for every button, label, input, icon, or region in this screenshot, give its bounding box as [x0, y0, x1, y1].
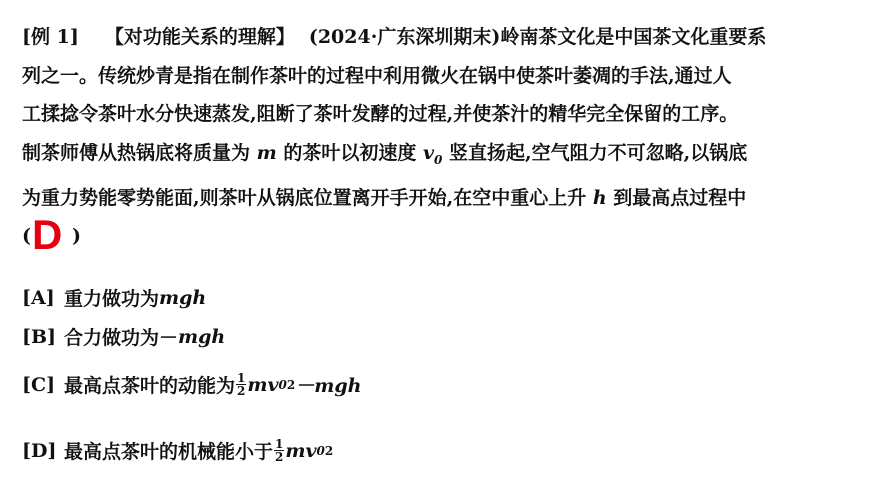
topic-heading: 【对功能关系的理解】 [104, 26, 295, 48]
option-c-sub: 0 [278, 377, 287, 392]
option-c [22, 371, 361, 398]
option-c-frac-num: 1 [237, 371, 246, 385]
mass-variable: m [256, 141, 277, 164]
stem-line-4a: 制茶师傅从热锅底将质量为 [22, 141, 257, 164]
option-d-frac-num: 1 [275, 437, 284, 451]
option-d [22, 437, 333, 464]
stem-line-1: 岭南茶文化是中国茶文化重要系 [500, 26, 767, 48]
option-d-text: 最高点茶叶的机械能小于 [64, 441, 274, 463]
answer-paren-open: ( [22, 225, 31, 248]
option-a [22, 284, 206, 311]
option-c-letter: [C] [22, 373, 56, 396]
stem-line-3: 工揉捻令茶叶水分快速蒸发,阻断了茶叶发酵的过程,并使茶汁的精华完全保留的工序。 [22, 103, 739, 125]
problem-block [22, 18, 852, 259]
option-c-tail: －mgh [295, 375, 362, 397]
option-d-fraction [274, 438, 284, 463]
option-c-text: 最高点茶叶的动能为 [64, 375, 236, 397]
option-b-letter: [B] [22, 325, 57, 348]
option-a-text: 重力做功为 [64, 288, 160, 310]
option-a-expr: mgh [159, 286, 207, 309]
answer-paren-close: ) [72, 225, 81, 248]
option-a-letter: [A] [22, 286, 55, 309]
stem-line-5a: 为重力势能零势能面,则茶叶从锅底位置离开手开始,在空中重心上升 [22, 186, 593, 209]
stem-line-4b: 的茶叶以初速度 [276, 141, 423, 164]
source-label: (2024·广东深圳期末) [308, 26, 501, 48]
option-d-sub: 0 [316, 443, 325, 458]
option-b-text: 合力做功为－ [64, 327, 179, 349]
option-b [22, 323, 225, 350]
answer-blank [22, 211, 852, 259]
velocity-variable: v [422, 141, 435, 164]
option-d-sup: 2 [324, 443, 334, 458]
option-d-mv: mv [285, 439, 317, 462]
option-c-frac-den: 2 [237, 384, 246, 398]
height-variable: h [592, 186, 607, 209]
option-c-fraction [236, 372, 246, 397]
option-d-frac-den: 2 [275, 450, 284, 464]
problem-stem [22, 18, 852, 217]
stem-line-2: 列之一。传统炒青是指在制作茶叶的过程中利用微火在锅中使茶叶萎凋的手法,通过人 [22, 64, 732, 87]
option-c-mv: mv [247, 373, 279, 396]
velocity-subscript: 0 [434, 152, 443, 167]
option-b-expr: mgh [178, 325, 226, 348]
answer-mark: D [32, 211, 63, 259]
stem-line-4c: 竖直扬起,空气阻力不可忽略,以锅底 [442, 141, 748, 164]
example-tag: [例 1] [22, 26, 79, 48]
option-c-sup: 2 [286, 377, 296, 392]
stem-line-5b: 到最高点过程中 [606, 186, 747, 209]
option-d-letter: [D] [22, 439, 57, 462]
